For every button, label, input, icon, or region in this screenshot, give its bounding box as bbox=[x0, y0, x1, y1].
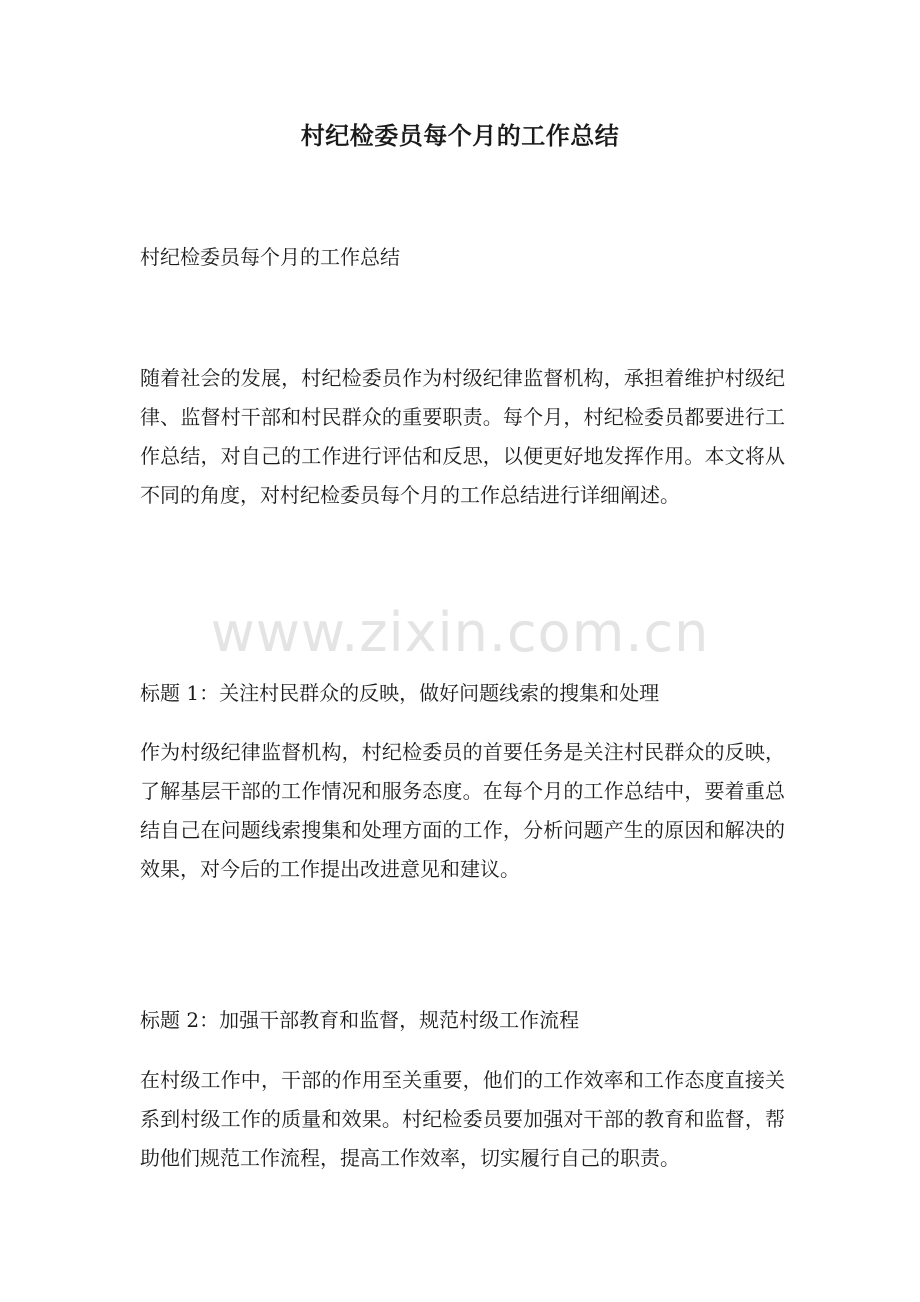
section-1-body: 作为村级纪律监督机构，村纪检委员的首要任务是关注村民群众的反映，了解基层干部的工作情况和服务态度。在每个月的工作总结中，要着重总结自己在问题线索搜集和处理方面的工作，分析问题产生的原因和解决的效果，对今后的工作提出改进意见和建议。 bbox=[140, 740, 785, 881]
intro-paragraph: 随着社会的发展，村纪检委员作为村级纪律监督机构，承担着维护村级纪律、监督村干部和村民群众的重要职责。每个月，村纪检委员都要进行工作总结，对自己的工作进行评估和反思，以便更好地发挥作用。本文将从不同的角度，对村纪检委员每个月的工作总结进行详细阐述。 bbox=[140, 366, 785, 507]
section-2-heading: 标题 2：加强干部教育和监督，规范村级工作流程 bbox=[140, 1008, 580, 1032]
document-subtitle: 村纪检委员每个月的工作总结 bbox=[140, 245, 400, 269]
document-title: 村纪检委员每个月的工作总结 bbox=[300, 121, 620, 150]
section-2-body: 在村级工作中，干部的作用至关重要，他们的工作效率和工作态度直接关系到村级工作的质量和效果。村纪检委员要加强对干部的教育和监督，帮助他们规范工作流程，提高工作效率，切实履行自己的职责。 bbox=[140, 1068, 785, 1170]
watermark-text: www.zixin.com.cn bbox=[210, 601, 710, 664]
section-1-heading: 标题 1：关注村民群众的反映，做好问题线索的搜集和处理 bbox=[140, 681, 660, 705]
